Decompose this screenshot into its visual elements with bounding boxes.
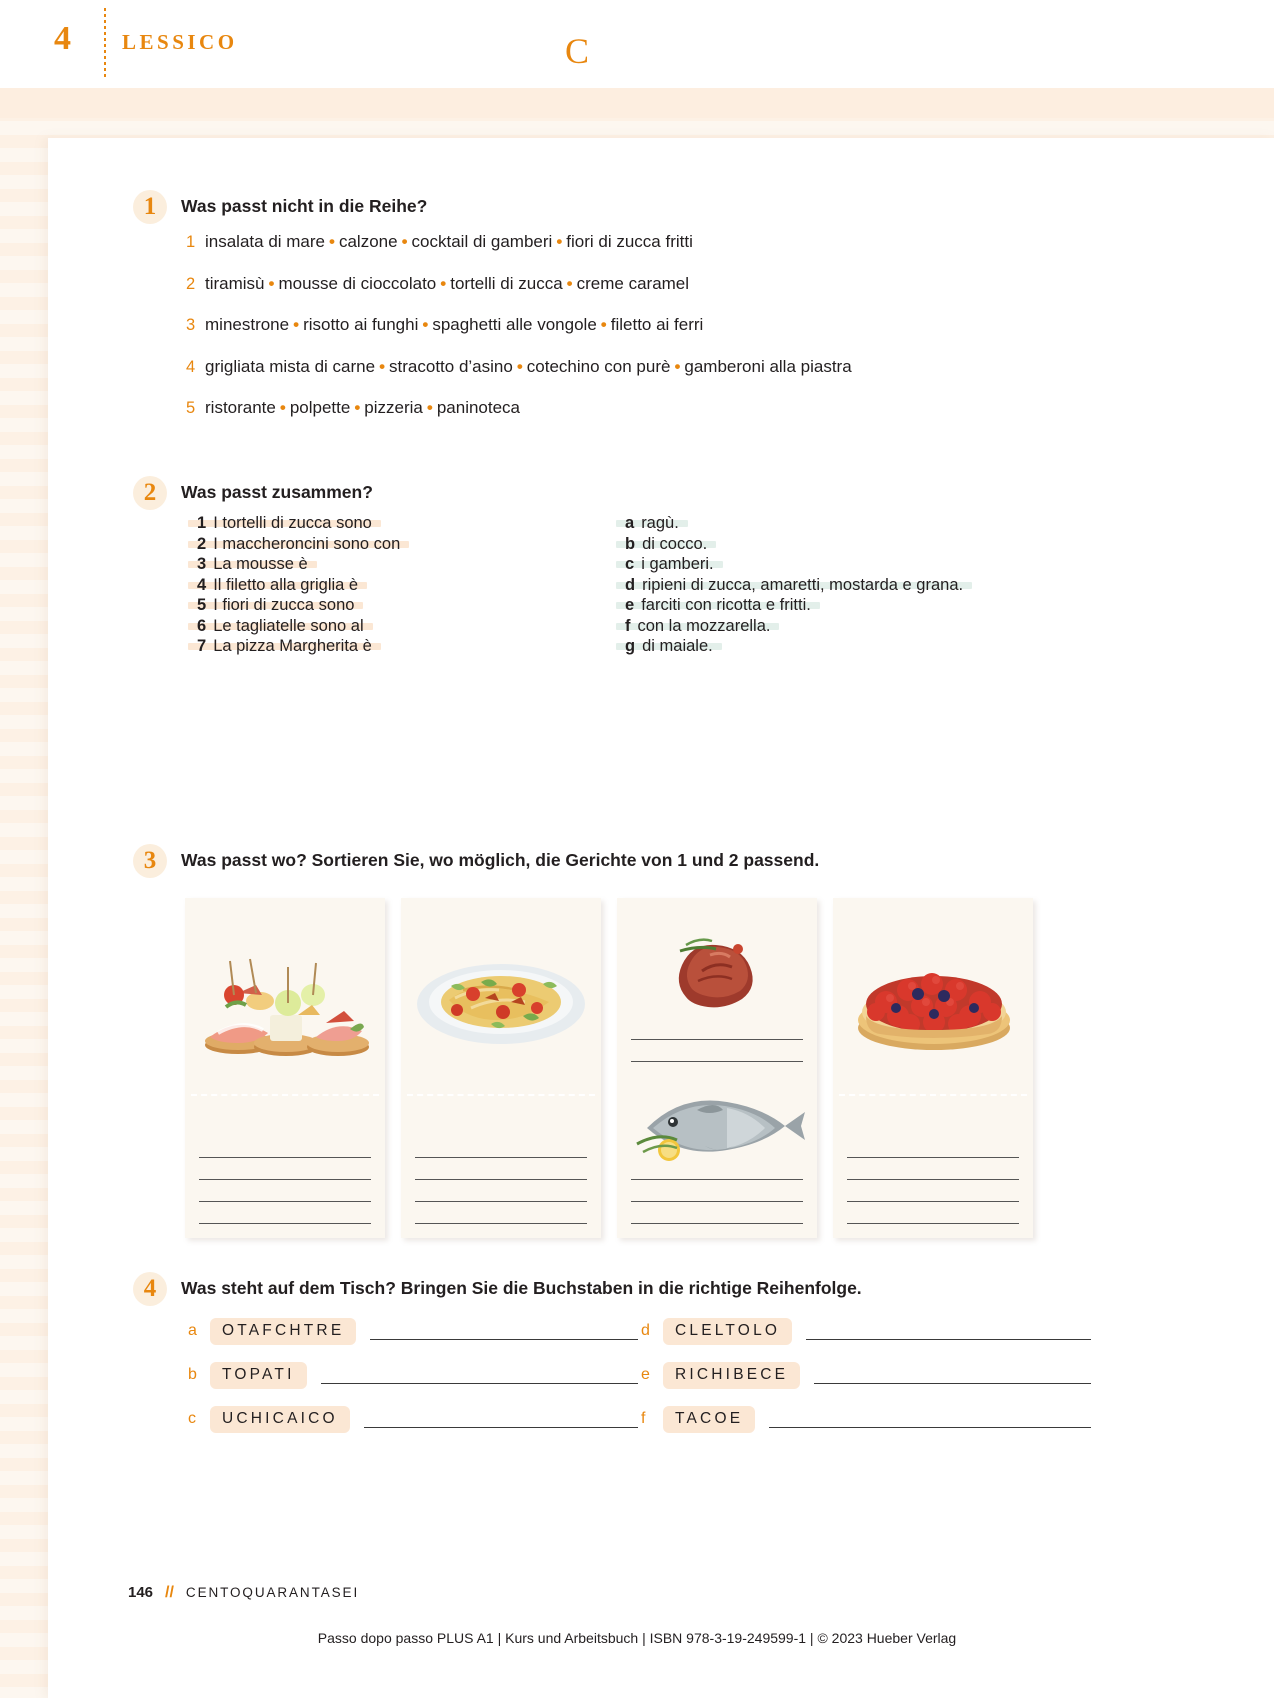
exercise-2-heading: Was passt zusammen? [181,482,373,502]
list-item [186,357,852,377]
anagram-row [641,1318,1091,1344]
match-left-option[interactable]: 1 I tortelli di zucca sono [188,520,381,527]
answer-line[interactable] [199,1158,371,1180]
anagram-answer-field[interactable] [321,1367,638,1384]
anagram-letters: OTAFCHTRE [210,1318,356,1345]
answer-line[interactable] [847,1158,1019,1180]
anagram-left-column [188,1318,638,1450]
sorting-card[interactable] [617,898,817,1238]
item-text: minestrone • risotto ai funghi • spaghetti alle vongole • filetto ai ferri [205,315,704,334]
match-right-option[interactable]: c i gamberi. [616,561,723,568]
match-left-option[interactable]: 7 La pizza Margherita è [188,643,381,650]
berry-tart-dessert-photo [833,922,1033,1072]
match-left-option[interactable]: 2 I maccheroncini sono con [188,541,409,548]
anagram-letters: UCHICAICO [210,1406,350,1433]
exercise-4-heading: Was steht auf dem Tisch? Bringen Sie die Buchstaben in die richtige Reihenfolge. [181,1278,862,1298]
answer-line[interactable] [631,1180,803,1202]
answer-line[interactable] [415,1158,587,1180]
anagram-answer-field[interactable] [370,1323,638,1340]
match-right-option[interactable]: b di cocco. [616,541,716,548]
item-index: 4 [186,357,196,376]
item-index: 3 [186,316,196,334]
list-item [186,232,852,252]
beef-steak-and-fish-photo [617,912,817,1022]
header-divider [104,8,106,80]
sorting-card[interactable] [401,898,601,1238]
item-text: ristorante • polpette • pizzeria • paninoteca [205,398,521,417]
match-right-option[interactable]: a ragù. [616,520,688,527]
anagram-row [641,1406,1091,1432]
answer-line[interactable] [631,1040,803,1062]
answer-line[interactable] [415,1202,587,1224]
sorting-card[interactable] [833,898,1033,1238]
answer-line[interactable] [199,1136,371,1158]
canapes-appetizers-photo [185,924,385,1069]
match-right-option[interactable]: f con la mozzarella. [616,623,779,630]
card-answer-lines[interactable] [847,1136,1019,1224]
folio-slashes: // [165,1584,174,1601]
anagram-answer-field[interactable] [364,1411,638,1428]
page-number: 146 [128,1584,154,1601]
page-title: LESSICO [122,30,238,54]
card-answer-lines[interactable] [631,1158,803,1224]
match-left-option[interactable]: 3 La mousse è [188,561,317,568]
answer-line[interactable] [847,1202,1019,1224]
answer-line[interactable] [847,1136,1019,1158]
list-item [186,315,852,335]
imprint-line: Passo dopo passo PLUS A1 | Kurs und Arbeitsbuch | ISBN 978-3-19-249599-1 | © 2023 Hueber Verlag [317,1630,957,1646]
item-text: grigliata mista di carne • stracotto d’asino • cotechino con purè • gamberoni alla piastra [205,356,852,376]
answer-line[interactable] [847,1180,1019,1202]
anagram-answer-field[interactable] [769,1411,1091,1428]
item-text: insalata di mare • calzone • cocktail di gamberi • fiori di zucca fritti [205,232,693,251]
exercise-3-number: 3 [133,844,167,878]
anagram-row [188,1362,638,1388]
page-number-word: CENTOQUARANTASEI [185,1585,360,1600]
anagram-letters: TOPATI [210,1362,307,1389]
answer-line[interactable] [415,1136,587,1158]
exercise-2-number: 2 [133,476,167,510]
card-divider [407,1094,595,1096]
answer-line[interactable] [199,1202,371,1224]
anagram-letters: TACOE [663,1406,755,1433]
chapter-number: 4 [54,20,71,57]
answer-line[interactable] [631,1018,803,1040]
exercise-1-number: 1 [133,190,167,224]
anagram-answer-field[interactable] [806,1323,1091,1340]
card-answer-lines-upper[interactable] [631,1018,803,1062]
sorting-card[interactable] [185,898,385,1238]
anagram-key: c [188,1410,196,1427]
anagram-key: a [188,1322,197,1339]
anagram-row [188,1406,638,1432]
exercise-2-right-column [616,514,972,664]
match-left-option[interactable]: 4 Il filetto alla griglia è [188,582,367,589]
exercise-3-heading: Was passt wo? Sortieren Sie, wo möglich, die Gerichte von 1 und 2 passend. [181,850,820,870]
card-answer-lines[interactable] [199,1136,371,1224]
match-right-option[interactable]: d ripieni di zucca, amaretti, mostarda e grana. [616,582,972,589]
match-right-option[interactable]: g di maiale. [616,643,722,650]
exercise-1-list [186,232,852,440]
card-answer-lines[interactable] [415,1136,587,1224]
item-index: 2 [186,274,196,293]
exercise-4-number: 4 [133,1272,167,1306]
answer-line[interactable] [631,1202,803,1224]
item-text: tiramisù • mousse di cioccolato • tortelli di zucca • creme caramel [205,273,690,293]
anagram-letters: RICHIBECE [663,1362,800,1389]
answer-line[interactable] [631,1158,803,1180]
match-left-option[interactable]: 6 Le tagliatelle sono al [188,623,373,630]
list-item [186,274,852,294]
anagram-letters: CLELTOLO [663,1318,792,1345]
anagram-answer-field[interactable] [814,1367,1091,1384]
item-index: 1 [186,233,196,251]
answer-line[interactable] [415,1180,587,1202]
section-letter: C [565,31,590,71]
anagram-key: e [641,1366,650,1383]
folio [128,1584,359,1602]
card-divider [191,1094,379,1096]
card-divider [839,1094,1027,1096]
answer-line[interactable] [199,1180,371,1202]
match-left-option[interactable]: 5 I fiori di zucca sono [188,602,363,609]
anagram-row [188,1318,638,1344]
grilled-fish-photo [617,1078,817,1168]
item-index: 5 [186,399,196,417]
exercise-2-left-column [188,514,409,664]
page-header [0,0,1274,88]
exercise-3-card-row [185,898,1033,1238]
pasta-with-tomato-sauce-photo [401,934,601,1069]
anagram-right-column [641,1318,1091,1450]
anagram-row [641,1362,1091,1388]
exercise-1-heading: Was passt nicht in die Reihe? [181,196,428,216]
anagram-key: f [641,1410,646,1427]
match-right-option[interactable]: e farciti con ricotta e fritti. [616,602,820,609]
header-band [0,88,1274,118]
anagram-key: b [188,1366,197,1383]
anagram-key: d [641,1322,650,1339]
list-item [186,398,852,418]
